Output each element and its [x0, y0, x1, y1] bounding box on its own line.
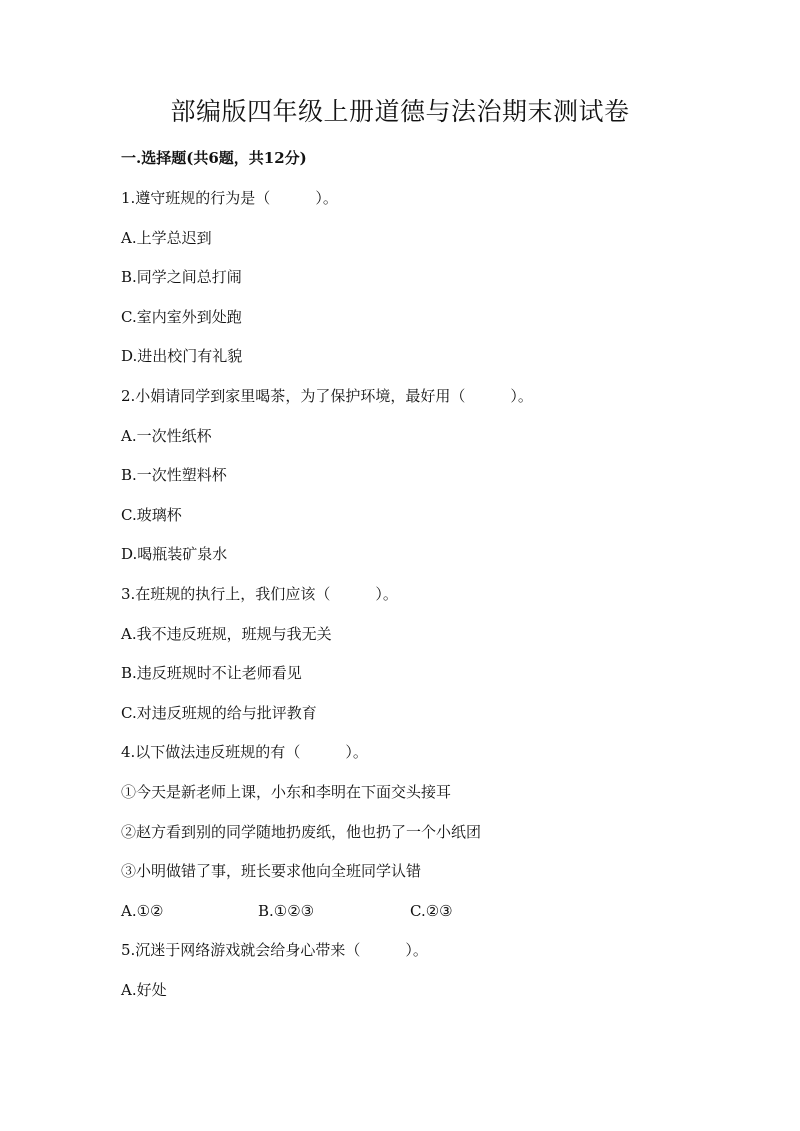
- page-title: 部编版四年级上册道德与法治期末测试卷: [170, 97, 630, 126]
- q1-option-d: D.进出校门有礼貌: [121, 347, 243, 365]
- q4-statement-2: ②赵方看到别的同学随地扔废纸，他也扔了一个小纸团: [121, 823, 482, 841]
- q2-option-b: B.一次性塑料杯: [121, 466, 227, 484]
- q3-option-a: A.我不违反班规，班规与我无关: [121, 625, 332, 643]
- q2-option-c: C.玻璃杯: [121, 506, 182, 524]
- q2-option-a: A.一次性纸杯: [121, 427, 212, 445]
- q4-statement-1: ①今天是新老师上课，小东和李明在下面交头接耳: [121, 783, 452, 801]
- q4-option-b: B.①②③: [258, 902, 315, 920]
- q4-option-a: A.①②: [121, 902, 164, 920]
- q3-option-b: B.违反班规时不让老师看见: [121, 664, 302, 682]
- question-2: 2.小娟请同学到家里喝茶，为了保护环境，最好用（ ）。: [121, 387, 533, 405]
- question-5: 5.沉迷于网络游戏就会给身心带来（ ）。: [121, 941, 428, 959]
- question-4: 4.以下做法违反班规的有（ ）。: [121, 743, 368, 761]
- q1-option-b: B.同学之间总打闹: [121, 268, 242, 286]
- q2-option-d: D.喝瓶装矿泉水: [121, 545, 228, 563]
- q1-option-c: C.室内室外到处跑: [121, 308, 242, 326]
- section-heading: 一.选择题(共6题，共12分): [121, 149, 307, 167]
- q3-option-c: C.对违反班规的给与批评教育: [121, 704, 317, 722]
- question-1: 1.遵守班规的行为是（ ）。: [121, 189, 338, 207]
- question-3: 3.在班规的执行上，我们应该（ ）。: [121, 585, 398, 603]
- q1-option-a: A.上学总迟到: [121, 229, 212, 247]
- q5-option-a: A.好处: [121, 981, 167, 999]
- q4-statement-3: ③小明做错了事，班长要求他向全班同学认错: [121, 862, 422, 880]
- q4-option-c: C.②③: [410, 902, 453, 920]
